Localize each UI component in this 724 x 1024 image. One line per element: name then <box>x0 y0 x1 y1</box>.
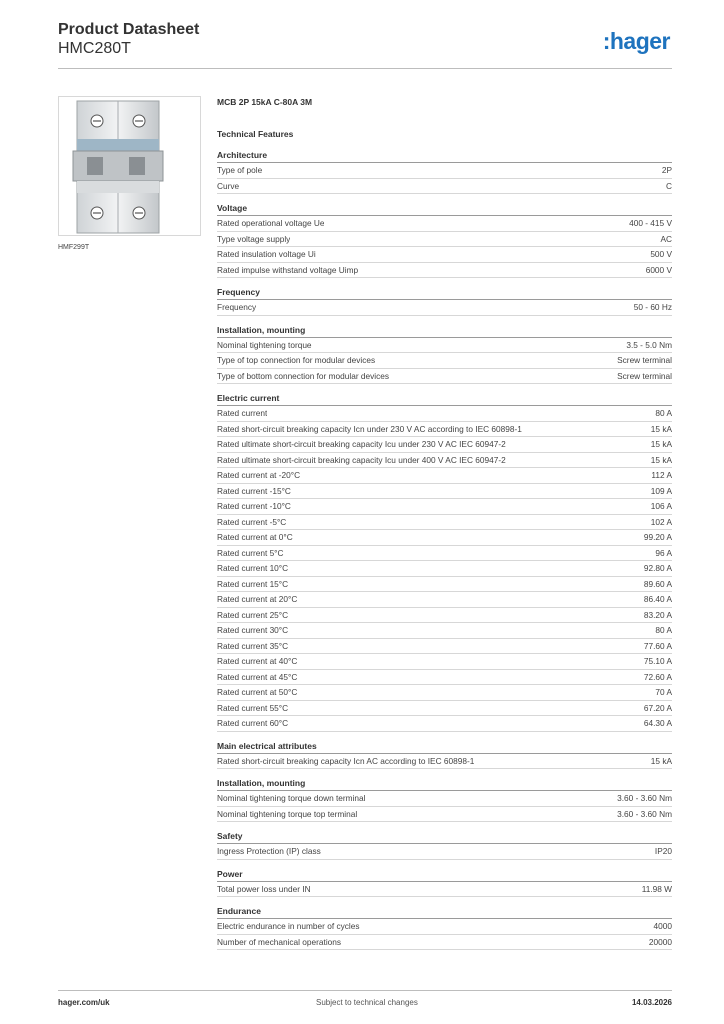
spec-label: Rated impulse withstand voltage Uimp <box>217 264 359 275</box>
spec-value: 3.60 - 3.60 Nm <box>617 793 672 804</box>
spec-value: 72.60 A <box>643 671 672 682</box>
spec-row <box>217 263 672 279</box>
spec-value: 112 A <box>651 470 672 481</box>
spec-row <box>217 919 672 935</box>
spec-row <box>217 807 672 823</box>
spec-value: Screw terminal <box>617 355 672 366</box>
spec-row <box>217 577 672 593</box>
spec-row <box>217 882 672 898</box>
section-title: Safety <box>217 829 672 844</box>
spec-row <box>217 300 672 316</box>
spec-value: Screw terminal <box>617 370 672 381</box>
spec-value: 99.20 A <box>643 532 672 543</box>
spec-value: IP20 <box>654 846 672 857</box>
spec-row <box>217 754 672 770</box>
spec-row <box>217 422 672 438</box>
spec-value: 106 A <box>650 501 672 512</box>
spec-value: 109 A <box>650 485 672 496</box>
spec-row <box>217 369 672 385</box>
spec-value: 67.20 A <box>643 702 672 713</box>
spec-value: 70 A <box>655 687 672 698</box>
spec-label: Rated current -15°C <box>217 485 291 496</box>
section-title: Architecture <box>217 148 672 163</box>
footer-disclaimer: Subject to technical changes <box>316 998 418 1007</box>
product-code: HMC280T <box>58 40 131 57</box>
spec-value: 75.10 A <box>643 656 672 667</box>
page-footer <box>58 998 672 1010</box>
spec-section <box>217 867 672 898</box>
spec-value: 500 V <box>650 249 672 260</box>
image-caption: HMF299T <box>58 244 90 251</box>
spec-value: 400 - 415 V <box>629 218 672 229</box>
spec-label: Total power loss under IN <box>217 883 311 894</box>
spec-row <box>217 623 672 639</box>
spec-row <box>217 484 672 500</box>
spec-value: 80 A <box>655 408 672 419</box>
spec-label: Rated current 5°C <box>217 547 284 558</box>
spec-value: 2P <box>661 165 672 176</box>
spec-label: Electric endurance in number of cycles <box>217 921 360 932</box>
spec-label: Rated current at 50°C <box>217 687 298 698</box>
spec-row <box>217 701 672 717</box>
section-title: Installation, mounting <box>217 776 672 791</box>
spec-label: Rated current 25°C <box>217 609 289 620</box>
spec-value: 6000 V <box>645 264 672 275</box>
spec-label: Rated short-circuit breaking capacity Icn AC according to IEC 60898-1 <box>217 755 475 766</box>
footer-website-link[interactable]: hager.com/uk <box>58 998 110 1007</box>
spec-value: 3.5 - 5.0 Nm <box>626 339 672 350</box>
header-divider <box>58 68 672 69</box>
section-title: Main electrical attributes <box>217 739 672 754</box>
spec-label: Frequency <box>217 302 257 313</box>
spec-label: Type of top connection for modular devices <box>217 355 376 366</box>
spec-row <box>217 685 672 701</box>
spec-row <box>217 163 672 179</box>
spec-value: 86.40 A <box>643 594 672 605</box>
spec-label: Rated current 10°C <box>217 563 289 574</box>
spec-label: Type voltage supply <box>217 233 291 244</box>
spec-label: Rated ultimate short-circuit breaking capacity Icu under 230 V AC IEC 60947-2 <box>217 439 506 450</box>
circuit-breaker-illustration <box>59 97 200 235</box>
spec-label: Ingress Protection (IP) class <box>217 846 321 857</box>
spec-label: Rated current -10°C <box>217 501 291 512</box>
section-title: Electric current <box>217 391 672 406</box>
spec-label: Rated current 55°C <box>217 702 289 713</box>
spec-row <box>217 791 672 807</box>
spec-value: 89.60 A <box>643 578 672 589</box>
technical-features-heading: Technical Features <box>217 129 294 139</box>
spec-label: Rated current <box>217 408 268 419</box>
page-header <box>58 20 672 68</box>
footer-divider <box>58 990 672 991</box>
spec-row <box>217 247 672 263</box>
spec-value: 102 A <box>650 516 672 527</box>
spec-label: Curve <box>217 180 240 191</box>
spec-label: Type of bottom connection for modular devices <box>217 370 390 381</box>
spec-value: 50 - 60 Hz <box>633 302 672 313</box>
section-title: Installation, mounting <box>217 323 672 338</box>
hager-logo: :hager <box>602 28 670 54</box>
spec-label: Rated current 35°C <box>217 640 289 651</box>
spec-value: 15 kA <box>650 423 672 434</box>
spec-value: 11.98 W <box>641 883 672 894</box>
spec-section <box>217 323 672 385</box>
spec-value: 96 A <box>655 547 672 558</box>
spec-label: Rated current at 45°C <box>217 671 298 682</box>
spec-label: Rated insulation voltage Ui <box>217 249 316 260</box>
spec-row <box>217 670 672 686</box>
spec-label: Rated current at -20°C <box>217 470 301 481</box>
spec-row <box>217 338 672 354</box>
spec-value: 4000 <box>653 921 672 932</box>
spec-value: 15 kA <box>650 454 672 465</box>
product-name: MCB 2P 15kA C-80A 3M <box>217 97 313 107</box>
spec-row <box>217 654 672 670</box>
spec-row <box>217 232 672 248</box>
spec-sections <box>217 148 672 950</box>
section-title: Power <box>217 867 672 882</box>
section-title: Frequency <box>217 285 672 300</box>
spec-row <box>217 844 672 860</box>
spec-label: Rated operational voltage Ue <box>217 218 325 229</box>
spec-row <box>217 515 672 531</box>
spec-label: Rated current at 0°C <box>217 532 293 543</box>
product-image <box>58 96 201 236</box>
spec-label: Nominal tightening torque top terminal <box>217 808 358 819</box>
spec-label: Number of mechanical operations <box>217 936 342 947</box>
spec-label: Type of pole <box>217 165 263 176</box>
spec-row <box>217 406 672 422</box>
spec-row <box>217 546 672 562</box>
spec-row <box>217 608 672 624</box>
spec-value: 3.60 - 3.60 Nm <box>617 808 672 819</box>
spec-value: 15 kA <box>650 439 672 450</box>
section-title: Voltage <box>217 201 672 216</box>
spec-value: 20000 <box>648 936 672 947</box>
spec-section <box>217 148 672 194</box>
spec-label: Nominal tightening torque <box>217 339 312 350</box>
spec-content <box>217 95 672 950</box>
spec-section <box>217 776 672 822</box>
section-title: Endurance <box>217 904 672 919</box>
spec-row <box>217 530 672 546</box>
spec-section <box>217 201 672 278</box>
spec-section <box>217 285 672 316</box>
spec-label: Rated current -5°C <box>217 516 287 527</box>
spec-row <box>217 561 672 577</box>
spec-label: Nominal tightening torque down terminal <box>217 793 366 804</box>
spec-row <box>217 935 672 951</box>
spec-label: Rated current 60°C <box>217 718 289 729</box>
spec-section <box>217 829 672 860</box>
spec-value: 77.60 A <box>643 640 672 651</box>
spec-row <box>217 453 672 469</box>
footer-date: 14.03.2026 <box>631 998 672 1007</box>
spec-row <box>217 639 672 655</box>
spec-label: Rated current 30°C <box>217 625 289 636</box>
spec-row <box>217 437 672 453</box>
spec-value: C <box>666 180 672 191</box>
spec-label: Rated current at 20°C <box>217 594 298 605</box>
spec-label: Rated current at 40°C <box>217 656 298 667</box>
document-title: Product Datasheet <box>58 21 200 38</box>
spec-value: 80 A <box>655 625 672 636</box>
spec-row <box>217 179 672 195</box>
spec-row <box>217 353 672 369</box>
spec-row <box>217 716 672 732</box>
spec-row <box>217 468 672 484</box>
spec-row <box>217 499 672 515</box>
spec-section <box>217 739 672 770</box>
spec-value: 92.80 A <box>643 563 672 574</box>
spec-label: Rated current 15°C <box>217 578 289 589</box>
spec-value: 83.20 A <box>643 609 672 620</box>
spec-value: AC <box>660 233 672 244</box>
spec-value: 64.30 A <box>643 718 672 729</box>
spec-value: 15 kA <box>650 755 672 766</box>
spec-label: Rated ultimate short-circuit breaking capacity Icu under 400 V AC IEC 60947-2 <box>217 454 506 465</box>
spec-label: Rated short-circuit breaking capacity Icn under 230 V AC according to IEC 60898-1 <box>217 423 522 434</box>
spec-row <box>217 592 672 608</box>
spec-section <box>217 904 672 950</box>
spec-row <box>217 216 672 232</box>
spec-section <box>217 391 672 732</box>
